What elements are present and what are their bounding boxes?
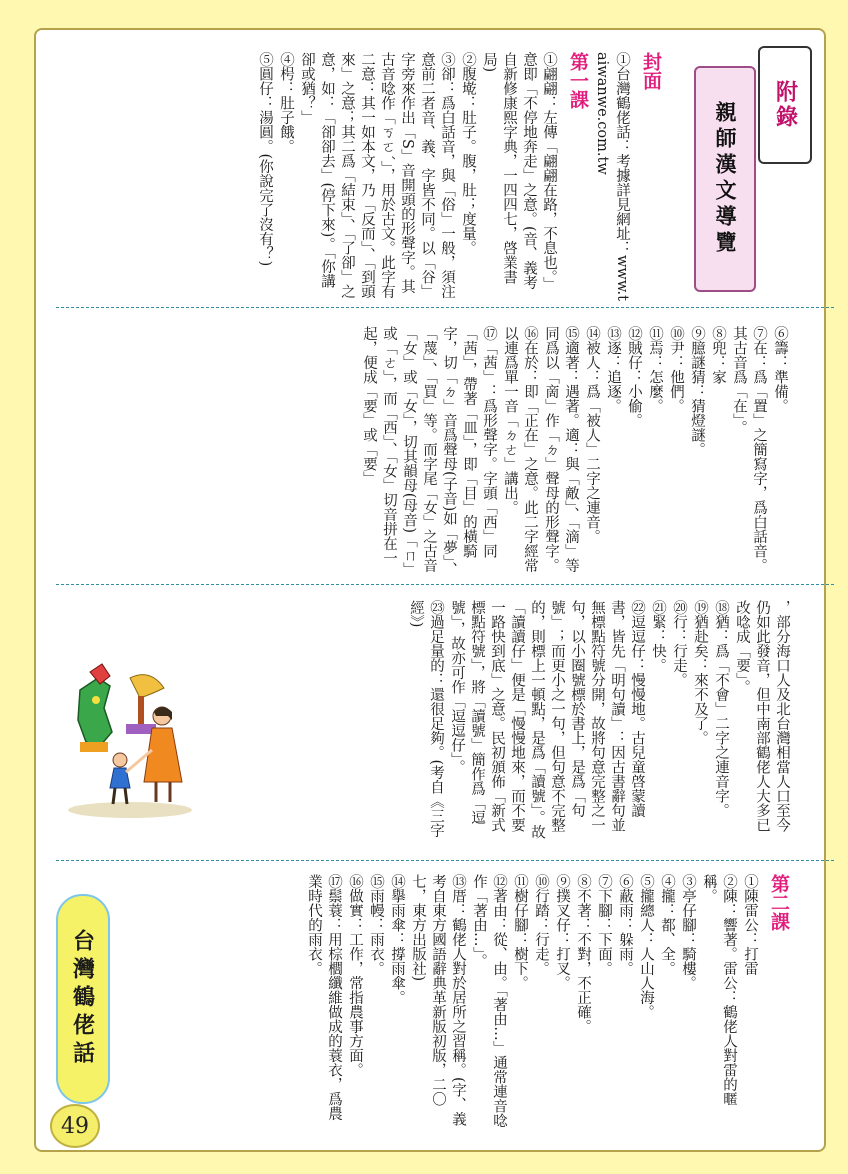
lesson1-entry: ①翩翩：左傳「翩翩在路，不息也。」意即「不停地奔走」之意。(音、義考自新修康熙字典，一四四七，啓業書局) — [481, 52, 557, 292]
vocab-entry: ⑮雨幔：雨衣。 — [368, 874, 384, 976]
vocab-entry: ⑩尹：他們。 — [668, 326, 684, 413]
section-divider — [56, 860, 834, 861]
vocab-entry: ⑰「茜」：爲形聲字。字頭「西」同「茜」，帶著「皿」，即「目」的橫騎字，切「ㄉ」音爲聲母(子音)如「夢」、「蔑」、「買」等。而字尾「女」之古音「女」或「女」，切其韻母(母音)「ㄇ」或「ㄜ」，而「西」、「女」切音拼在一起，便成「要」或「要」 — [361, 326, 497, 577]
section-lesson1-end — [208, 600, 792, 846]
vocab-entry: ⑨撲叉仔：打叉。 — [554, 874, 570, 990]
brand-title: 台灣鶴佬話 — [69, 929, 96, 1069]
appendix-label-box — [758, 46, 812, 164]
lantern-family-illustration — [60, 650, 200, 820]
lesson1-entry: ⑤圓仔：湯圓。(你說完了沒有？) — [257, 52, 273, 267]
mother-figure-icon — [144, 707, 182, 802]
vocab-entry: ㉑緊：快。 — [650, 600, 666, 673]
section-divider — [56, 307, 834, 308]
vocab-entry: ⑧兜：家 — [710, 326, 726, 384]
vocab-entry: ⑰鬃蓑：用棕櫚纖維做成的蓑衣，爲農業時代的雨衣。 — [306, 874, 342, 1121]
vocab-entry: ③亭仔腳：騎樓。 — [680, 874, 696, 990]
third-column-text — [405, 600, 792, 846]
lesson2-heading: 第二課 — [768, 874, 790, 931]
cover-column-text — [254, 52, 664, 302]
appendix-label: 附錄 — [772, 80, 798, 130]
vocab-entry: ⑮適著：遇著。適：與「敵」、「滴」等同爲以「啇」作「ㄉ」聲母的形聲字。 — [543, 326, 579, 573]
vocab-entry: ⑨臆謎猜：猜燈謎。 — [689, 326, 705, 457]
vocab-entry: ㉓過足量的：還很足夠。(考自《三字經》) — [408, 600, 444, 838]
vocab-entry: ⑤攏總人：人山人海。 — [638, 874, 654, 1019]
vocab-entry: ⑬逐：追逐。 — [605, 326, 621, 413]
vocab-entry: ⑧不著：不對，不正確。 — [575, 874, 591, 1034]
vocab-entry: ②陳：響著。雷公：鶴佬人對雷的暱稱。 — [701, 874, 737, 1106]
vocab-entry: ⑪焉：怎麼。 — [647, 326, 663, 413]
lesson2-column-text — [303, 874, 792, 1132]
page-number: 49 — [50, 1104, 100, 1148]
vocab-entry: ㉒逗逗仔：慢慢地。古兒童啓蒙讀書，皆先「明句讀」：因古書辭句並無標點符號分開，故將句意完整之一句，以小圈號標於書上，是爲「句號」；而更小之一句，但句意不完整的，則標上一頓點，是爲「讀號」。故「讀讀仔」便是「慢慢地來，而不要一路快到底」之意。民初頒佈「新式標點符號」，將「讀號」簡作爲「逗號」，故亦可作「逗逗仔」。 — [449, 600, 645, 840]
vocab-entry: ⑬厝：鶴佬人對於居所之習稱。(字、義考自東方國語辭典革新版初版，二〇七，東方出版社) — [410, 874, 466, 1127]
guide-title: 親師漢文導覽 — [713, 101, 737, 257]
vocab-entry: ⑫賊仔：小偷。 — [626, 326, 642, 428]
vocab-entry: ⑯在於：即「正在」之意。此二字經常以連爲單一音「ㄉㄜ」講出。 — [502, 326, 538, 573]
lesson1-entry: ④枵：肚子餓。 — [278, 52, 294, 154]
vocab-entry: ⑦下腳：下面。 — [596, 874, 612, 976]
middle-column-text — [358, 326, 790, 578]
vocab-entry: ⑳行：行走。 — [671, 600, 687, 687]
vocab-entry: ⑯做實：工作，常指農事方面。 — [347, 874, 363, 1077]
vocab-entry: ⑭被人：爲「被人」二字之連音。 — [584, 326, 600, 544]
vocab-entry: ⑥蔽雨：躲雨。 — [617, 874, 633, 976]
cover-heading: 封面 — [640, 52, 662, 90]
brand-capsule — [56, 894, 110, 1104]
flower-lantern-icon — [126, 675, 164, 734]
vocab-entry: ⑱猶：爲「不會」二字之連音字。 — [713, 600, 729, 818]
guide-title-box — [694, 66, 756, 292]
lesson1-entry: ③卻：爲白話音，與「俗」一般，須注意前二者音、義、字皆不同。以「谷」字旁來作出「S」音開頭的形聲字。其古音唸作「ㄎㄛˊ」，用於古文。此字有二意：其一如本文，乃「反而」、「到頭來」之意；其二爲「結束」、「了卻」之意，如：「卻卻去」(停下來)。「你講卻或猶？」 — [299, 52, 455, 299]
vocab-entry: ，部分海口人及北台灣相當人口至今仍如此發音，但中南部鶴佬人大多已改唸成「要」。 — [734, 600, 790, 832]
vocab-entry: ④攏：都、全。 — [659, 874, 675, 976]
vocab-entry: ⑦在：爲「置」之簡寫字，爲白話音。其古音爲「在」。 — [731, 326, 767, 573]
section-lesson2 — [120, 874, 792, 1132]
section-cover — [74, 52, 664, 302]
horse-lantern-icon — [78, 664, 112, 752]
section-divider — [56, 584, 834, 585]
vocab-entry: ⑭擧雨傘：撐雨傘。 — [389, 874, 405, 1005]
cover-entry: ①台灣鶴佬話：考據詳見網址：www.taiwanwe.com.tw — [594, 52, 630, 301]
vocab-entry: ⑫著由：從、由。「著由…」通常連音唸作「著由…」。 — [471, 874, 507, 1128]
lesson1-heading: 第一課 — [567, 52, 589, 109]
section-lesson1-continued — [74, 326, 790, 578]
vocab-entry: ①陳雷公：打雷 — [742, 874, 758, 976]
vocab-entry: ⑪樹仔腳：樹下。 — [512, 874, 528, 990]
vocab-entry: ⑲猶赴矣：來不及了。 — [692, 600, 708, 745]
lesson1-entry: ②腹墘：肚子。腹，肚；度量。 — [460, 52, 476, 255]
vocab-entry: ⑩行踏：行走。 — [533, 874, 549, 976]
vocab-entry: ⑥籌：準備。 — [772, 326, 788, 413]
